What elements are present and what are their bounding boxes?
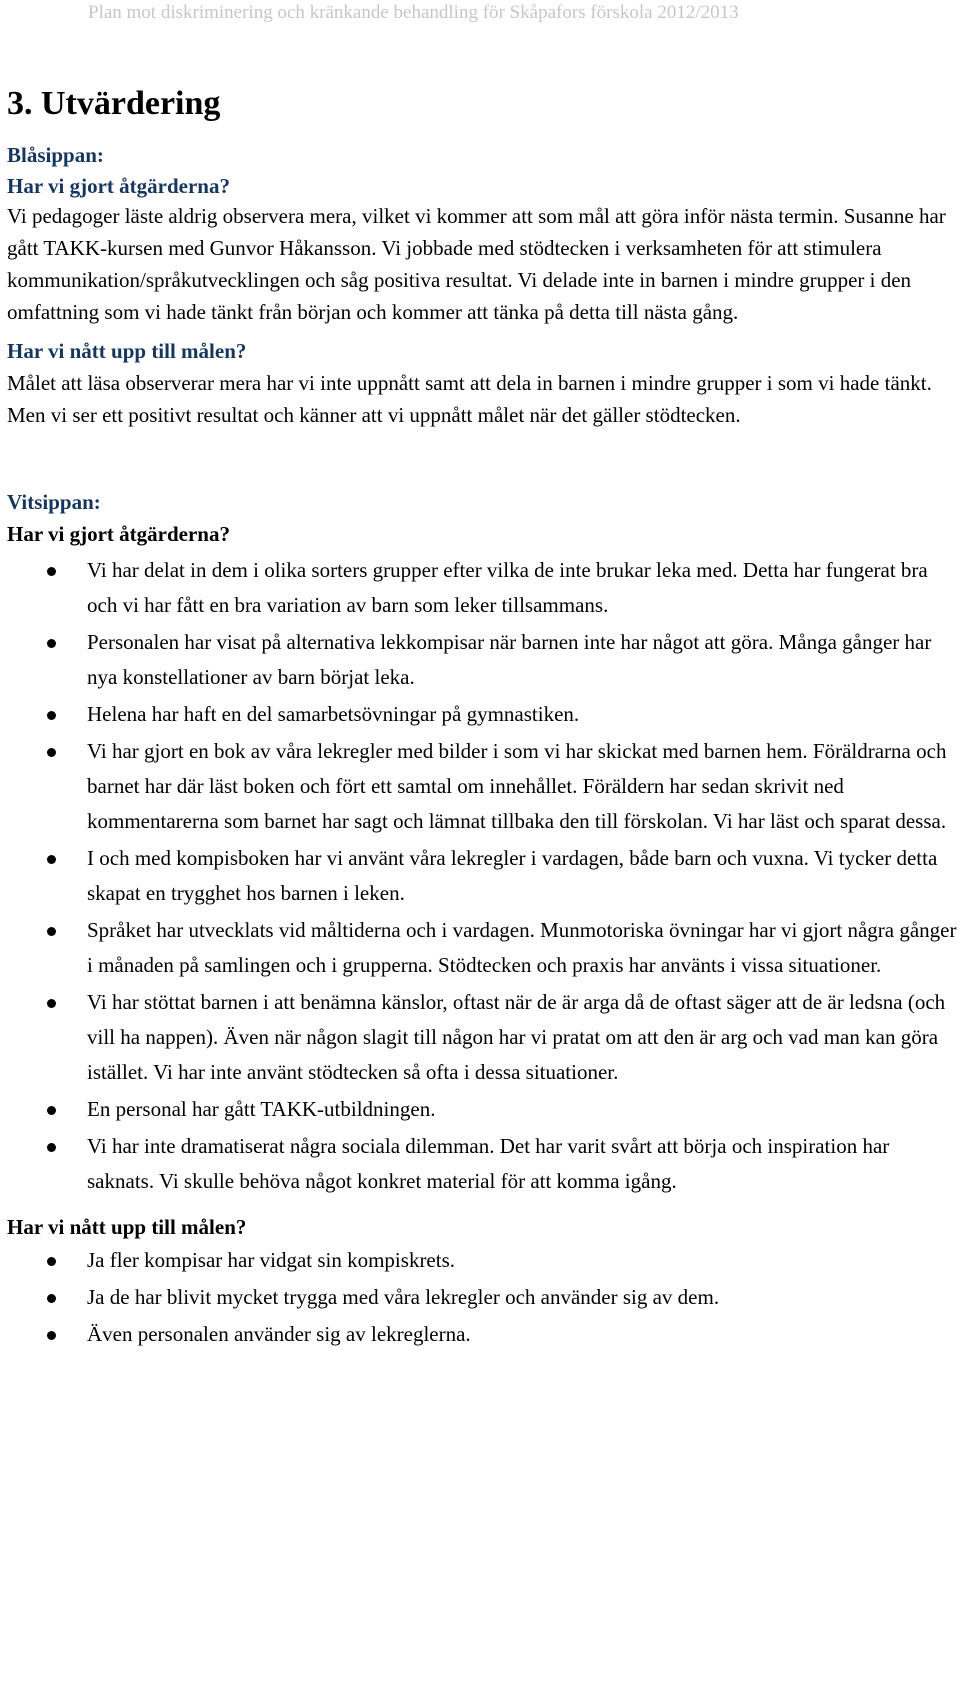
bullet-icon [47,1106,56,1115]
bullet-icon [47,999,56,1008]
page-content [7,78,957,1354]
question-actions-blasippan: Har vi gjort åtgärderna? [7,174,230,198]
running-header: Plan mot diskriminering och kränkande behandling för Skåpafors förskola 2012/2013 [88,2,739,23]
list-item: Personalen har visat på alternativa lekkompisar när barnen inte har något att göra. Många gånger har nya konstellationer av barn börjat leka. [7,625,957,695]
list-item: Även personalen använder sig av lekreglerna. [7,1317,957,1351]
list-item: Ja de har blivit mycket trygga med våra lekregler och använder sig av dem. [7,1280,957,1314]
list-item: En personal har gått TAKK-utbildningen. [7,1092,957,1127]
bullet-icon [47,855,56,864]
bullet-icon [47,1294,56,1303]
goals-list-vitsippan [7,1243,957,1351]
bullet-icon [47,1331,56,1340]
list-item: Ja fler kompisar har vidgat sin kompiskrets. [7,1243,957,1277]
list-item: Vi har delat in dem i olika sorters grupper efter vilka de inte brukar leka med. Detta har fungerat bra och vi har fått en bra variation av barn som leker tillsammans. [7,553,957,623]
bullet-icon [47,1257,56,1266]
paragraph-actions-blasippan: Vi pedagoger läste aldrig observera mera, vilket vi kommer att som mål att göra inför nästa termin. Susanne har gått TAKK-kursen med Gunvor Håkansson. Vi jobbade med stödtecken i verksamheten för att stimulera kommunikation/språkutvecklingen och såg positiva resultat. Vi delade inte in barnen i mindre grupper i den omfattning som vi hade tänkt från början och kommer att tänka på detta till nästa gång. [7,204,946,324]
bullet-icon [47,639,56,648]
list-item: I och med kompisboken har vi använt våra lekregler i vardagen, både barn och vuxna. Vi tycker detta skapat en trygghet hos barnen i leken. [7,841,957,911]
bullet-icon [47,1143,56,1152]
list-item: Språket har utvecklats vid måltiderna och i vardagen. Munmotoriska övningar har vi gjort några gånger i månaden på samlingen och i grupperna. Stödtecken och praxis har använts i vissa situationer. [7,913,957,983]
list-item: Vi har gjort en bok av våra lekregler med bilder i som vi har skickat med barnen hem. Föräldrarna och barnet har där läst boken och fört ett samtal om innehållet. Föräldern har sedan skrivit ned kommentarerna som barnet har sagt och lämnat tillbaka den till förskolan. Vi har läst och sparat dessa. [7,734,957,839]
section-blasippan [7,138,957,431]
question-goals-blasippan: Har vi nått upp till målen? [7,339,247,363]
section-title-vitsippan: Vitsippan: [7,490,101,514]
bullet-icon [47,567,56,576]
list-item: Vi har inte dramatiserat några sociala dilemman. Det har varit svårt att börja och inspiration har saknats. Vi skulle behöva något konkret material för att komma igång. [7,1129,957,1199]
actions-list-vitsippan [7,553,957,1199]
section-vitsippan [7,485,957,1351]
list-item: Helena har haft en del samarbetsövningar på gymnastiken. [7,697,957,732]
page-title: 3. Utvärdering [7,85,221,122]
question-actions-vitsippan: Har vi gjort åtgärderna? [7,522,230,546]
bullet-icon [47,927,56,936]
question-goals-vitsippan: Har vi nått upp till målen? [7,1215,247,1239]
bullet-icon [47,711,56,720]
list-item: Vi har stöttat barnen i att benämna känslor, oftast när de är arga då de oftast säger att de är ledsna (och vill ha nappen). Även när någon slagit till någon har vi pratat om att den är arg och vad man kan göra istället. Vi har inte använt stödtecken så ofta i dessa situationer. [7,985,957,1090]
paragraph-goals-blasippan: Målet att läsa observerar mera har vi inte uppnått samt att dela in barnen i mindre grupper i som vi hade tänkt. Men vi ser ett positivt resultat och känner att vi uppnått målet när det gäller stödtecken. [7,371,932,427]
section-title-blasippan: Blåsippan: [7,143,104,167]
bullet-icon [47,748,56,757]
